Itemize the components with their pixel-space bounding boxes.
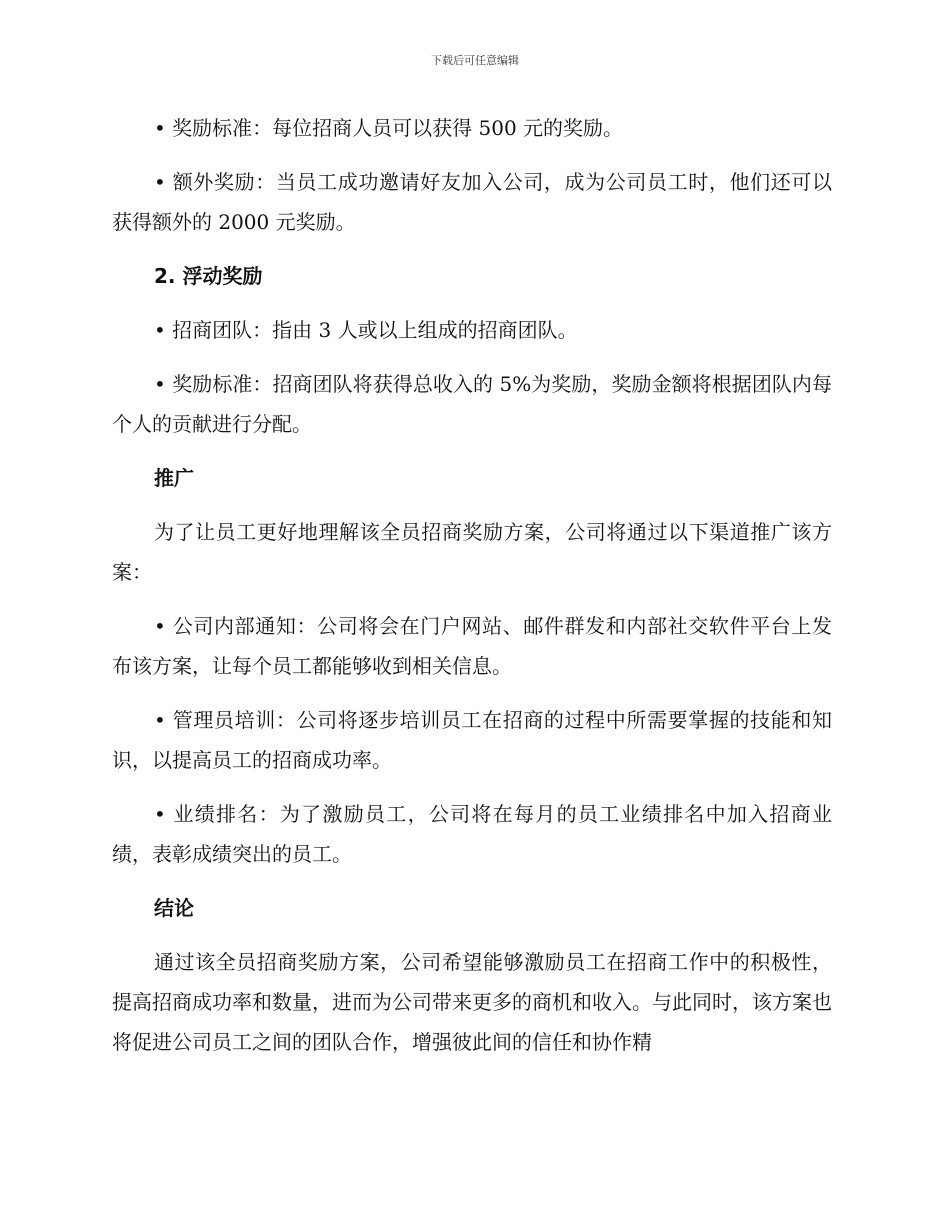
section-heading-floating-reward: 2. 浮动奖励 xyxy=(154,264,263,288)
section-heading-conclusion: 结论 xyxy=(154,896,194,920)
paragraph-admin-training: • 管理员培训：公司将逐步培训员工在招商的过程中所需要掌握的技能和知识，以提高员工的招商成功率。 xyxy=(112,708,832,772)
paragraph-internal-notice: • 公司内部通知：公司将会在门户网站、邮件群发和内部社交软件平台上发布该方案，让每个员工都能够收到相关信息。 xyxy=(112,614,832,678)
paragraph-promotion-intro: 为了让员工更好地理解该全员招商奖励方案，公司将通过以下渠道推广该方案： xyxy=(112,520,832,584)
paragraph-performance-ranking: • 业绩排名：为了激励员工，公司将在每月的员工业绩排名中加入招商业绩，表彰成绩突出的员工。 xyxy=(112,802,832,866)
section-heading-promotion: 推广 xyxy=(154,466,194,490)
paragraph-team-reward-standard: • 奖励标准：招商团队将获得总收入的 5%为奖励，奖励金额将根据团队内每个人的贡献进行分配。 xyxy=(112,372,832,436)
paragraph-conclusion: 通过该全员招商奖励方案，公司希望能够激励员工在招商工作中的积极性，提高招商成功率和数量，进而为公司带来更多的商机和收入。与此同时，该方案也将促进公司员工之间的团队合作，增强彼此间的信任和协作精 xyxy=(112,950,832,1054)
paragraph-extra-reward: • 额外奖励：当员工成功邀请好友加入公司，成为公司员工时，他们还可以获得额外的 2000 元奖励。 xyxy=(112,170,832,234)
paragraph-reward-standard: • 奖励标准：每位招商人员可以获得 500 元的奖励。 xyxy=(154,116,624,140)
document-body xyxy=(112,108,832,1076)
page-header: 下载后可任意编辑 xyxy=(431,54,519,67)
paragraph-team-definition: • 招商团队：指由 3 人或以上组成的招商团队。 xyxy=(154,318,578,342)
